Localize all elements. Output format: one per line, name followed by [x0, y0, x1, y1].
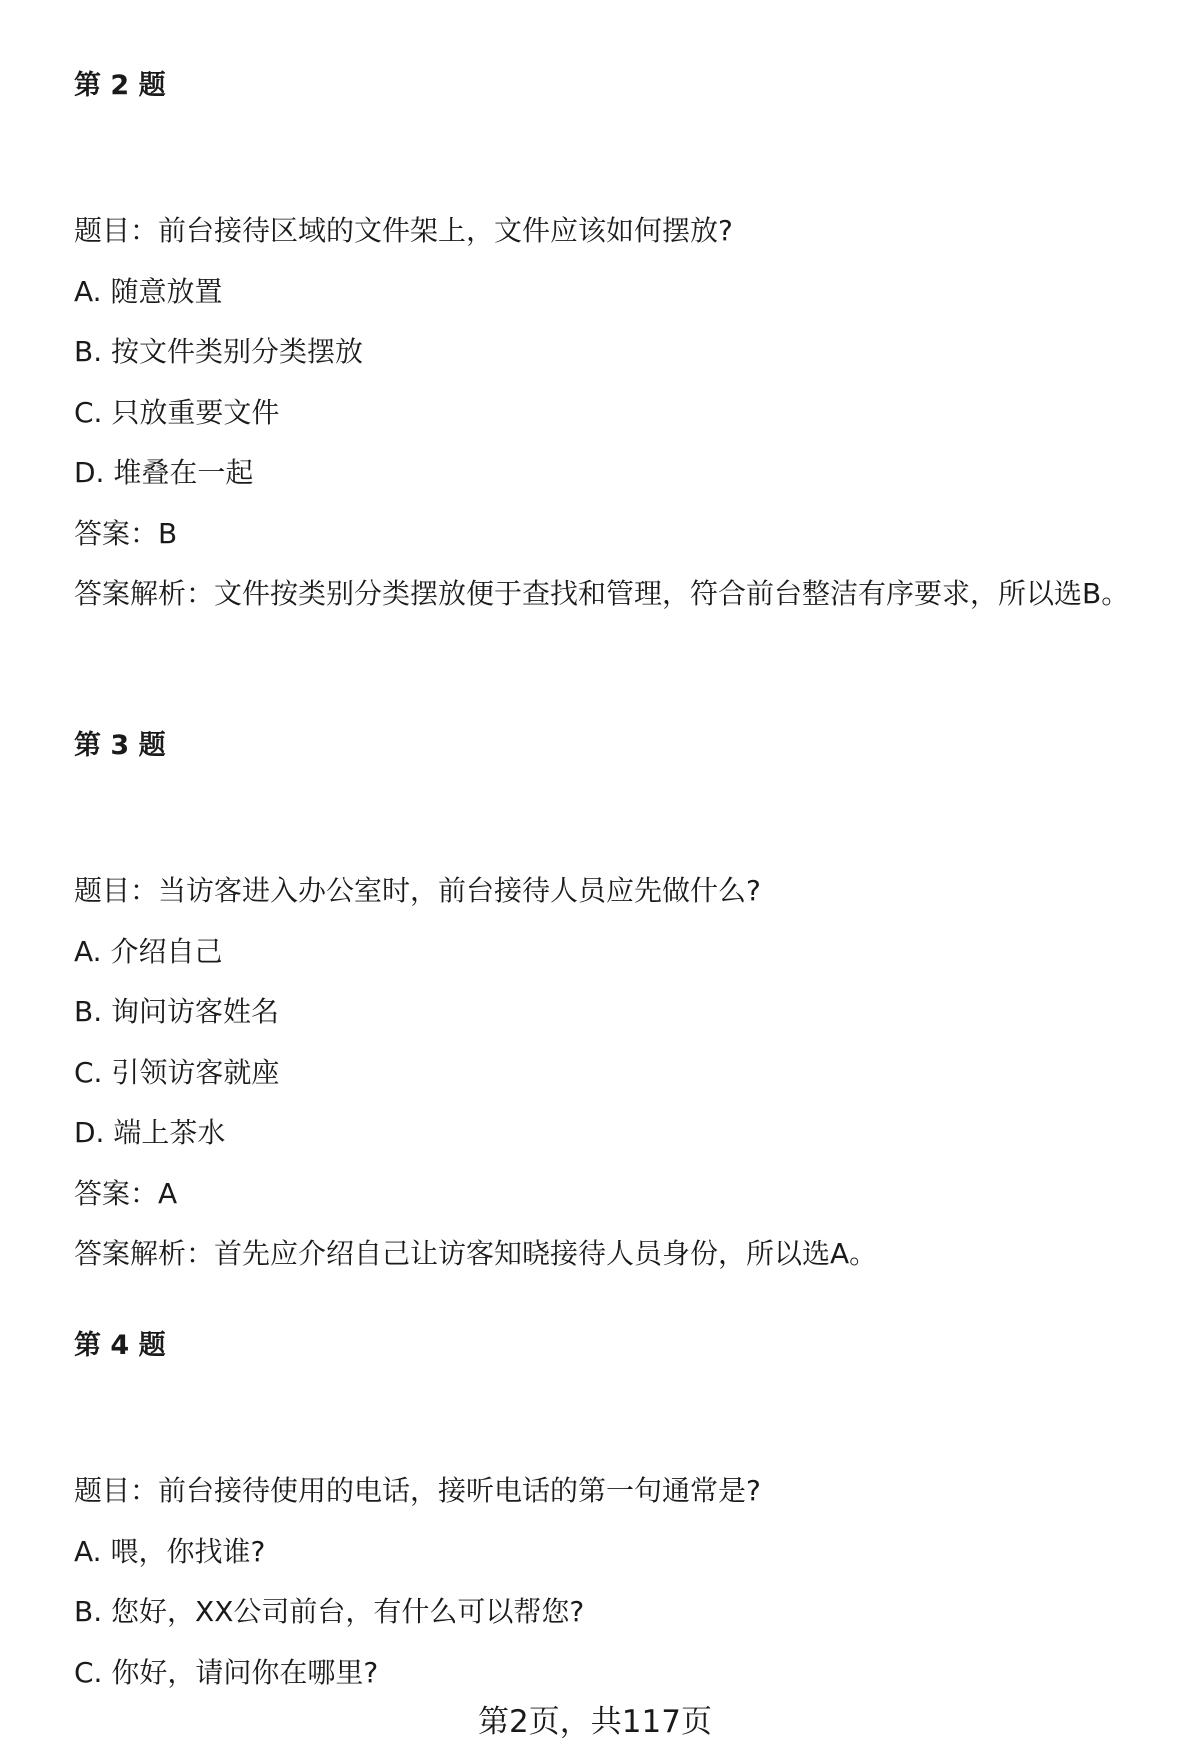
question-body	[74, 201, 1154, 625]
question-stem: 题目：当访客进入办公室时，前台接待人员应先做什么?	[74, 874, 761, 907]
option-d: D. 堆叠在一起	[74, 456, 254, 489]
question-heading: 第 3 题	[74, 730, 166, 761]
question-stem: 题目：前台接待使用的电话，接听电话的第一句通常是?	[74, 1474, 761, 1507]
question-heading: 第 4 题	[74, 1330, 166, 1361]
question-body	[74, 861, 1154, 1285]
option-c: C. 引领访客就座	[74, 1055, 280, 1089]
answer: 答案：A	[74, 1176, 178, 1210]
question-stem: 题目：前台接待区域的文件架上，文件应该如何摆放?	[74, 214, 733, 247]
option-d: D. 端上茶水	[74, 1116, 226, 1149]
question-2	[74, 66, 1154, 625]
option-c: C. 只放重要文件	[74, 395, 280, 429]
question-4	[74, 1326, 1154, 1703]
answer-explanation: 答案解析：首先应介绍自己让访客知晓接待人员身份，所以选A。	[74, 1237, 878, 1270]
option-b: B. 询问访客姓名	[74, 995, 280, 1028]
option-b: B. 您好，XX公司前台，有什么可以帮您?	[74, 1595, 585, 1628]
question-heading: 第 2 题	[74, 70, 166, 101]
option-a: A. 随意放置	[74, 274, 223, 308]
option-a: A. 喂，你找谁?	[74, 1534, 266, 1568]
page-number: 第2页，共117页	[478, 1704, 712, 1740]
option-b: B. 按文件类别分类摆放	[74, 335, 364, 368]
question-body	[74, 1461, 1154, 1703]
answer-explanation: 答案解析：文件按类别分类摆放便于查找和管理，符合前台整洁有序要求，所以选B。	[74, 577, 1130, 610]
answer: 答案：B	[74, 516, 178, 550]
option-a: A. 介绍自己	[74, 934, 223, 968]
option-c: C. 你好，请问你在哪里?	[74, 1655, 379, 1689]
question-3	[74, 726, 1154, 1285]
